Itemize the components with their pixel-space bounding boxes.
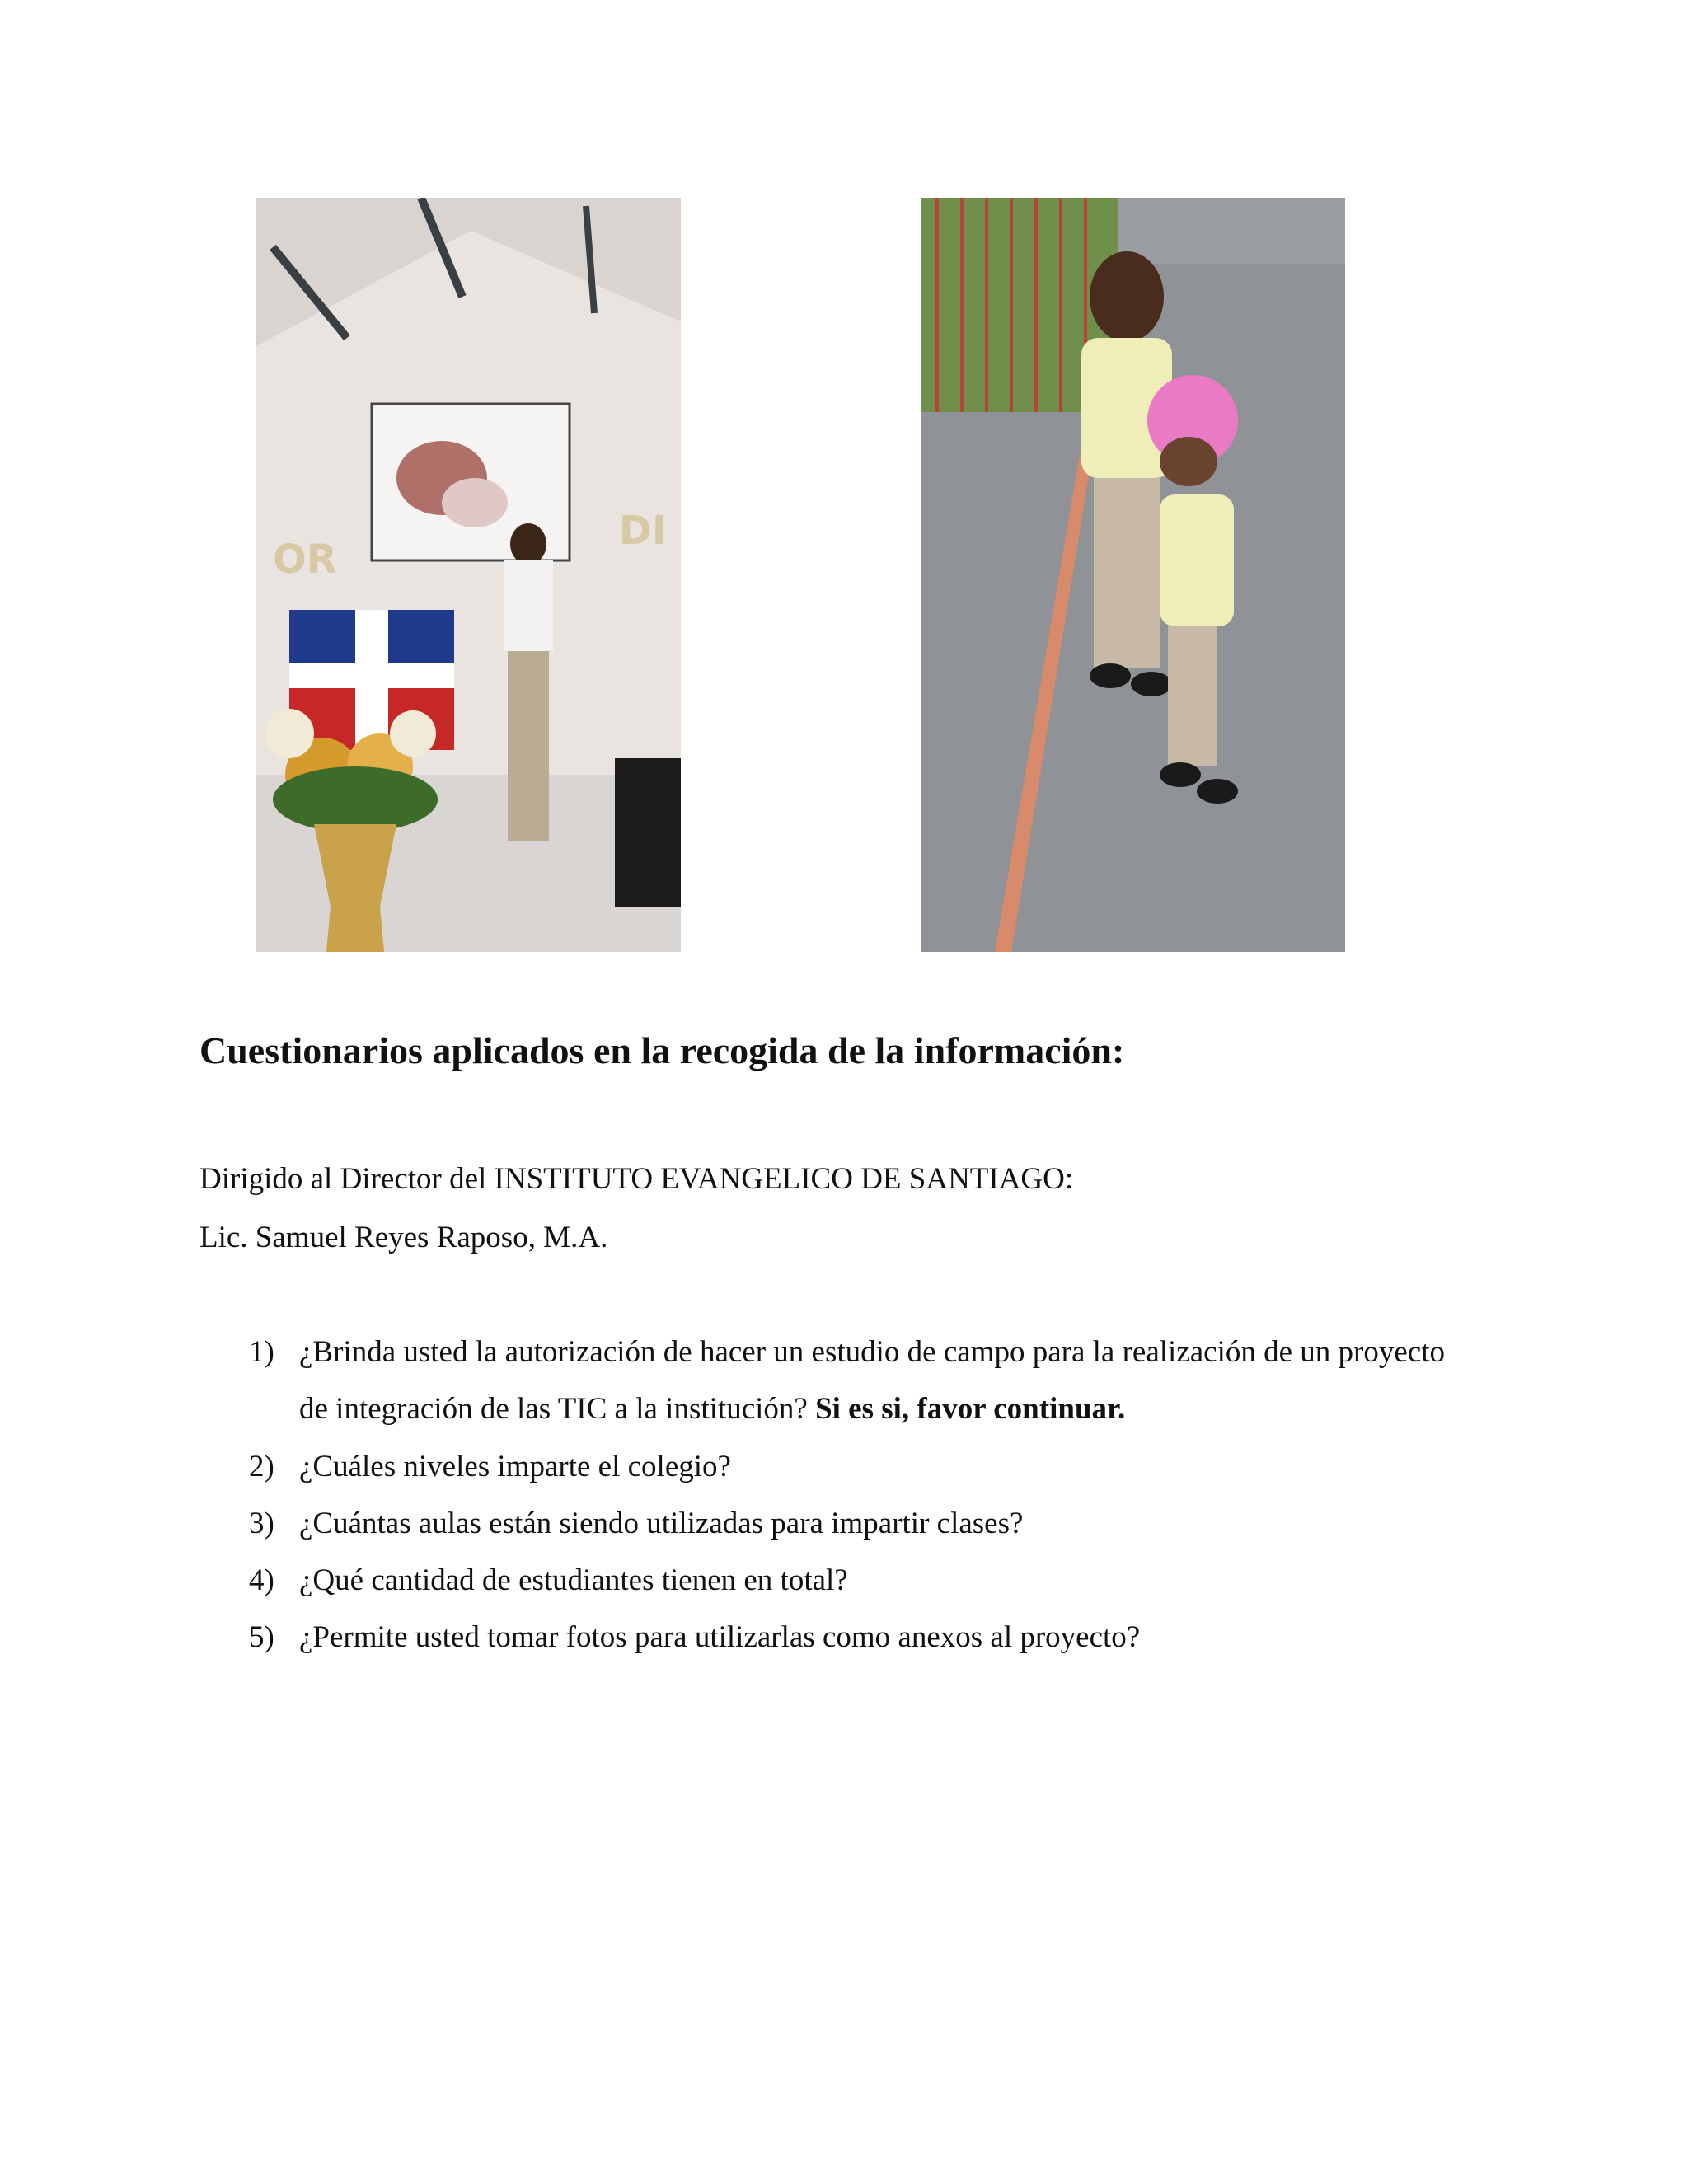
question-item — [249, 1495, 1461, 1552]
question-number: 1) — [249, 1335, 274, 1369]
question-text: ¿Brinda usted la autorización de hacer un estudio de campo para la realización de un proyecto de integración de las TIC a la institución? — [299, 1335, 1445, 1426]
signatory-line: Lic. Samuel Reyes Raposo, M.A. — [199, 1221, 608, 1254]
svg-text:DI: DI — [619, 508, 667, 554]
section-heading: Cuestionarios aplicados en la recogida de la información: — [199, 1029, 1125, 1071]
question-item — [249, 1609, 1461, 1666]
question-number: 3) — [249, 1507, 274, 1540]
question-text: ¿Permite usted tomar fotos para utilizarlas como anexos al proyecto? — [299, 1620, 1141, 1654]
svg-text:OR: OR — [273, 537, 337, 583]
question-text: ¿Cuántas aulas están siendo utilizadas para impartir clases? — [299, 1507, 1024, 1540]
children-photo — [921, 198, 1345, 952]
question-emphasis: Si es si, favor continuar. — [815, 1392, 1126, 1426]
question-number: 4) — [249, 1563, 274, 1597]
question-text: ¿Cuáles niveles imparte el colegio? — [299, 1450, 731, 1483]
question-item — [249, 1324, 1461, 1437]
question-item — [249, 1552, 1461, 1609]
question-text: ¿Qué cantidad de estudiantes tienen en total? — [299, 1563, 848, 1597]
addressee-line: Dirigido al Director del INSTITUTO EVANGELICO DE SANTIAGO: — [199, 1162, 1074, 1196]
question-number: 5) — [249, 1620, 274, 1654]
question-number: 2) — [249, 1450, 274, 1483]
presentation-photo — [256, 198, 681, 952]
question-item — [249, 1438, 1461, 1495]
